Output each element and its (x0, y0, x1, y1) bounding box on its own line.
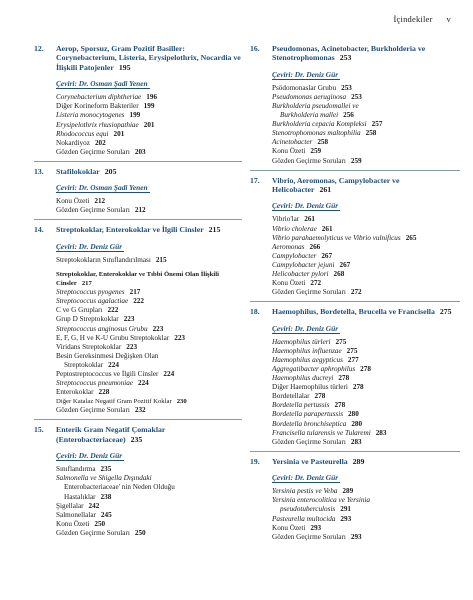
toc-item-page: 267 (339, 260, 351, 269)
toc-item-page: 215 (155, 255, 167, 264)
toc-item[interactable] (56, 102, 242, 111)
toc-item-page: 293 (310, 523, 322, 532)
chapter-title[interactable] (272, 176, 460, 195)
toc-item-text: Haemophilus influenzae (272, 346, 342, 355)
chapter-entry (34, 161, 242, 216)
toc-item[interactable] (56, 130, 242, 139)
toc-item[interactable] (56, 474, 242, 483)
chapter-title-text: Aerop, Sporsuz, Gram Pozitif Basiller: Corynebacterium, Listeria, Erysipelothrix, Nocardia ve İlişkili Patojenler (56, 44, 241, 72)
toc-item-text: Erysipelothrix rhusiopathiae (56, 120, 139, 129)
toc-item-text: Rhodococcus equi (56, 129, 109, 138)
toc-item-page: 275 (346, 346, 358, 355)
toc-item[interactable] (272, 84, 460, 93)
toc-item-text: Viridans Streptokoklar (56, 342, 122, 351)
toc-item-text: Vibrio cholerae (272, 224, 317, 233)
toc-item-text: Francisella tularensis ve Tularemi (272, 428, 371, 437)
toc-item-text: Yersinia enterocolitica ve Yersinia (272, 496, 371, 505)
translator-credit: Çeviri: Dr. Deniz Gür (272, 473, 339, 483)
toc-item-text: Haemophilus türleri (272, 337, 331, 346)
toc-item-text: Streptokoklar (64, 360, 104, 369)
translator-credit: Çeviri: Dr. Deniz Gür (272, 69, 339, 79)
toc-item-text: Streptococcus agalactiae (56, 297, 129, 306)
toc-item-page: 293 (350, 532, 362, 541)
toc-item-page: 242 (88, 501, 100, 510)
toc-item-page: 280 (348, 410, 359, 419)
toc-item[interactable] (272, 338, 460, 347)
chapter-number: 13. (34, 166, 44, 176)
toc-item[interactable] (272, 215, 460, 224)
toc-item-page: 212 (134, 206, 146, 215)
toc-item-page: 223 (174, 333, 185, 342)
toc-item-text: Konu Özeti (56, 197, 90, 206)
chapter-number: 17. (250, 175, 260, 185)
header-title: İçindekiler (393, 14, 433, 24)
toc-item-text: Streptococcus pneumoniae (56, 379, 133, 388)
toc-item[interactable] (272, 225, 460, 234)
toc-item-text: Peptostreptococcus ve İlgili Cinsler (56, 370, 159, 378)
toc-item[interactable] (272, 496, 460, 505)
toc-item-page: 293 (340, 514, 352, 523)
chapter-number: 14. (34, 225, 44, 235)
chapter-title-text: Haemophilus, Bordetella, Brucella ve Francisella (272, 307, 435, 317)
toc-item-text: Şigellalar (56, 501, 84, 510)
chapter-entry (250, 170, 460, 298)
toc-item[interactable] (272, 93, 460, 102)
toc-item-page: 261 (321, 224, 333, 233)
toc-item[interactable] (56, 406, 242, 415)
toc-item[interactable] (272, 347, 460, 356)
toc-item-page: 224 (163, 370, 175, 378)
chapter-entry (250, 44, 460, 166)
toc-item-text: Bordetella pertussis (272, 401, 330, 410)
toc-item[interactable] (56, 343, 242, 352)
toc-item-page: 250 (94, 519, 106, 528)
chapter-page-number: 205 (104, 166, 117, 176)
toc-item-page: 278 (314, 392, 326, 401)
toc-item-page: 291 (340, 505, 352, 514)
toc-item-text: Burkholderia cepacia Kompleksi (272, 120, 367, 129)
chapter-title-text: Yersinia ve Pasteurella (272, 456, 348, 466)
translator-credit: Çeviri: Dr. Osman Şadi Yenen (56, 183, 148, 193)
toc-item[interactable] (56, 121, 242, 130)
toc-item-text: Enterokoklar (56, 388, 94, 397)
toc-item-page: 228 (98, 388, 110, 397)
toc-item-page: 222 (133, 297, 144, 306)
toc-item-text: Konu Özeti (272, 523, 306, 532)
toc-item[interactable] (56, 306, 242, 315)
toc-item-page: 259 (350, 156, 362, 165)
toc-item-text: Diğer Katalaz Negatif Gram Pozitif Koklar (56, 398, 172, 406)
toc-item[interactable] (272, 102, 460, 111)
toc-item-text: Streptokoklar, Enterokoklar ve Tıbbi Önemi Olan İlişkili Cinsler (56, 270, 219, 288)
toc-item-page: 199 (143, 102, 155, 111)
toc-item-text: Corynebacterium diphtheriae (56, 93, 142, 102)
toc-item-text: Konu Özeti (56, 519, 90, 528)
toc-item-page: 201 (143, 120, 155, 129)
toc-item-text: Vibrio parahaemolyticus ve Vibrio vulnificus (272, 233, 401, 242)
translator-credit: Çeviri: Dr. Osman Şadi Yenen (56, 79, 148, 89)
toc-item-page: 259 (310, 147, 322, 156)
toc-item[interactable] (272, 365, 460, 374)
toc-item-page: 280 (351, 419, 363, 428)
chapter-page-number: 253 (339, 53, 352, 63)
toc-item-text: Konu Özeti (272, 147, 306, 156)
toc-item[interactable] (56, 148, 242, 157)
toc-item[interactable] (56, 493, 242, 502)
chapter-title[interactable] (56, 225, 242, 234)
toc-item-page: 258 (317, 138, 329, 147)
toc-item-page: 278 (352, 383, 364, 392)
toc-item-text: Burkholderia pseudomallei ve (272, 102, 359, 110)
toc-item-page: 196 (146, 93, 158, 102)
toc-item[interactable] (272, 524, 460, 533)
chapter-entry (34, 44, 242, 157)
toc-item-text: Bordetellalar (272, 392, 310, 401)
toc-item-page: 217 (81, 280, 92, 288)
toc-item-page: 265 (405, 233, 417, 242)
chapter-entry (34, 419, 242, 538)
toc-item-page: 235 (100, 465, 112, 474)
toc-item-page: 266 (309, 242, 321, 251)
chapter-entry (34, 219, 242, 415)
toc-item-text: Gözden Geçirme Soruları (272, 288, 346, 297)
toc-item[interactable] (272, 261, 460, 270)
toc-item[interactable] (272, 515, 460, 524)
toc-item[interactable] (56, 379, 242, 388)
toc-item-text: Streptococcus pyogenes (56, 288, 125, 297)
translator-credit: Çeviri: Dr. Deniz Gür (272, 201, 339, 211)
toc-item[interactable] (272, 111, 460, 120)
toc-item-text: Yersinia pestis ve Veba (272, 487, 338, 496)
toc-item[interactable] (56, 315, 242, 324)
toc-item-page: 261 (304, 215, 315, 224)
chapter-title-text: Stafilokoklar (56, 166, 100, 176)
chapter-title[interactable] (56, 425, 242, 444)
toc-item-text: Haemophilus aegypticus (272, 355, 343, 364)
toc-item[interactable] (56, 529, 242, 538)
toc-item-page: 230 (176, 398, 187, 406)
toc-item-page: 283 (350, 437, 362, 446)
toc-item[interactable] (56, 111, 242, 120)
toc-item-page: 212 (94, 197, 106, 206)
toc-item-text: Campylobacter jejuni (272, 260, 335, 269)
toc-item[interactable] (56, 139, 242, 148)
toc-item[interactable] (272, 288, 460, 297)
toc-item-text: Salmonellalar (56, 510, 96, 519)
toc-item-page: 278 (334, 401, 346, 410)
toc-item-text: Helicobacter pylori (272, 270, 329, 279)
toc-item[interactable] (56, 93, 242, 102)
toc-item-page: 267 (321, 251, 333, 260)
toc-item[interactable] (272, 487, 460, 496)
toc-item[interactable] (272, 157, 460, 166)
toc-item[interactable] (56, 520, 242, 529)
toc-item-text: Streptokokların Sınıflandırılması (56, 255, 151, 264)
toc-item[interactable] (56, 352, 242, 361)
toc-item-page: 278 (360, 365, 371, 373)
toc-item[interactable] (272, 243, 460, 252)
toc-item-text: Konu Özeti (272, 279, 306, 288)
toc-item[interactable] (272, 252, 460, 261)
chapter-title[interactable] (272, 457, 460, 466)
toc-item-text: Haemophilus ducreyi (272, 374, 334, 383)
toc-item-text: Gözden Geçirme Soruları (272, 437, 346, 446)
toc-item[interactable] (56, 388, 242, 397)
chapter-title-text: Vibrio, Aeromonas, Campylobacter ve Helicobacter (272, 175, 400, 195)
toc-item-page: 199 (129, 111, 141, 120)
toc-item-page: 258 (365, 129, 377, 138)
chapter-title[interactable] (272, 307, 460, 316)
toc-item[interactable] (272, 505, 460, 514)
toc-item-text: Vibrio'lar (272, 215, 300, 224)
chapter-page-number: 215 (208, 225, 221, 235)
chapter-title[interactable] (56, 167, 242, 176)
toc-item[interactable] (272, 420, 460, 429)
toc-item[interactable] (272, 270, 460, 279)
toc-item-text: pseudotuberculosis (280, 505, 336, 514)
toc-item-page: 253 (341, 83, 352, 92)
chapter-page-number: 275 (439, 307, 452, 317)
toc-item-text: Bordetella bronchiseptica (272, 419, 347, 428)
toc-item-text: Pseudomonas aeruginosa (272, 92, 347, 101)
toc-item-text: Gözden Geçirme Soruları (56, 406, 130, 415)
toc-item-text: Grup D Streptokoklar (56, 315, 119, 324)
toc-item-text: Gözden Geçirme Soruları (56, 147, 130, 156)
toc-item-page: 245 (100, 510, 112, 519)
toc-item-page: 277 (347, 355, 359, 364)
toc-item-page: 278 (338, 374, 350, 383)
toc-item[interactable] (56, 197, 242, 206)
toc-item[interactable] (56, 397, 242, 406)
toc-item-page: 223 (123, 315, 135, 324)
toc-item-text: Gözden Geçirme Soruları (272, 532, 346, 541)
toc-item[interactable] (56, 502, 242, 511)
toc-item[interactable] (56, 270, 242, 288)
toc-item[interactable] (56, 334, 242, 343)
toc-item[interactable] (56, 256, 242, 265)
toc-item-text: Burkholderia mallei (280, 111, 339, 120)
toc-item-page: 223 (152, 324, 164, 333)
toc-item-page: 272 (350, 288, 362, 297)
toc-item[interactable] (56, 325, 242, 334)
toc-item[interactable] (56, 370, 242, 379)
toc-item[interactable] (56, 483, 242, 492)
chapter-number: 19. (250, 456, 260, 466)
toc-item[interactable] (56, 361, 242, 370)
toc-item[interactable] (272, 533, 460, 542)
toc-item[interactable] (56, 511, 242, 520)
chapter-title[interactable] (56, 44, 242, 72)
toc-item-text: Diğer Haemophilus türleri (272, 383, 348, 392)
toc-item-text: Aggregatibacter aphrophilus (272, 365, 356, 373)
toc-item-text: Psödomonaslar Grubu (272, 83, 337, 92)
toc-item-page: 238 (100, 492, 112, 501)
toc-item-text: Besin Gereksinmesi Değişken Olan (56, 351, 159, 360)
toc-item-text: Pasteurella multocida (272, 514, 336, 523)
chapter-entry (250, 451, 460, 542)
toc-right-column (250, 44, 460, 542)
toc-item-page: 223 (126, 342, 138, 351)
chapter-title[interactable] (272, 44, 460, 63)
toc-item-page: 272 (310, 279, 322, 288)
chapter-page-number: 261 (319, 185, 332, 195)
toc-item-page: 268 (333, 270, 345, 279)
toc-item-page: 203 (134, 147, 146, 156)
toc-item[interactable] (272, 392, 460, 401)
chapter-number: 15. (34, 425, 44, 435)
toc-item-text: Gözden Geçirme Soruları (56, 206, 130, 215)
toc-item-text: Aeromonas (272, 242, 305, 251)
toc-item-text: Hastalıklar (64, 492, 96, 501)
toc-item-text: Enterobacteriaceae' nin Neden Olduğu (64, 483, 175, 492)
toc-item-page: 217 (129, 288, 141, 297)
toc-item[interactable] (272, 383, 460, 392)
toc-item[interactable] (56, 297, 242, 306)
translator-credit: Çeviri: Dr. Deniz Gür (56, 241, 123, 251)
toc-item[interactable] (272, 438, 460, 447)
toc-item-text: Diğer Korineform Bakteriler (56, 102, 139, 111)
toc-item-page: 283 (375, 428, 387, 437)
toc-item[interactable] (272, 410, 460, 419)
toc-left-column (34, 44, 242, 538)
toc-item[interactable] (272, 120, 460, 129)
chapter-entry (250, 301, 460, 447)
toc-item[interactable] (272, 147, 460, 156)
running-header (394, 14, 451, 24)
toc-item[interactable] (272, 129, 460, 138)
toc-item[interactable] (56, 465, 242, 474)
toc-item-page: 256 (343, 111, 354, 120)
toc-item[interactable] (56, 288, 242, 297)
toc-item-page: 222 (107, 306, 119, 315)
header-page-number: v (446, 14, 451, 24)
toc-item-text: Gözden Geçirme Soruları (272, 156, 346, 165)
chapter-page-number: 195 (118, 62, 131, 72)
toc-item-page: 257 (371, 120, 383, 129)
translator-credit: Çeviri: Dr. Deniz Gür (56, 451, 123, 461)
toc-item-text: Nokardiyoz (56, 138, 90, 147)
toc-item-text: Campylobacter (272, 251, 317, 260)
toc-item-text: Sınıflandırma (56, 465, 96, 474)
toc-item-page: 202 (94, 138, 106, 147)
chapter-page-number: 235 (130, 434, 143, 444)
toc-item-text: Listeria monocytogenes (56, 111, 125, 120)
toc-item-text: E, F, G, H ve K-U Grubu Streptokoklar (56, 333, 170, 342)
toc-item-text: Bordetella parapertussis (272, 410, 344, 419)
chapter-title-text: Pseudomonas, Acinetobacter, Burkholderia ve Stenotrophomonas (272, 44, 426, 63)
chapter-title-text: Enterik Gram Negatif Çomaklar (Enterobacteriaceae) (56, 425, 166, 444)
toc-item[interactable] (56, 206, 242, 215)
chapter-title-text: Streptokoklar, Enterokoklar ve İlgili Cinsler (56, 225, 204, 235)
toc-item-page: 201 (113, 129, 125, 138)
toc-item-text: Gözden Geçirme Soruları (56, 528, 130, 537)
toc-item-text: Stenotrophomonas maltophilia (272, 129, 361, 138)
toc-item-page: 289 (342, 487, 354, 496)
toc-item-page: 232 (134, 406, 146, 415)
chapter-number: 12. (34, 44, 44, 53)
toc-item-page: 250 (134, 528, 146, 537)
toc-item-text: Acinetobacter (272, 138, 313, 147)
toc-item[interactable] (272, 356, 460, 365)
chapter-number: 16. (250, 44, 260, 53)
toc-item[interactable] (272, 429, 460, 438)
toc-item-page: 275 (335, 337, 347, 346)
toc-item[interactable] (272, 374, 460, 383)
toc-item-text: C ve G Grupları (56, 306, 103, 315)
toc-item[interactable] (272, 279, 460, 288)
toc-item[interactable] (272, 234, 460, 243)
toc-item-text: Salmonella ve Shigella Dışındaki (56, 474, 152, 483)
toc-item-page: 224 (137, 379, 149, 388)
translator-credit: Çeviri: Dr. Deniz Gür (272, 323, 339, 333)
toc-item[interactable] (272, 401, 460, 410)
toc-item-page: 224 (108, 360, 119, 369)
toc-item-text: Streptococcus anginosus Grubu (56, 324, 148, 333)
chapter-number: 18. (250, 307, 260, 317)
toc-item-page: 253 (351, 92, 362, 101)
chapter-page-number: 289 (352, 456, 365, 466)
